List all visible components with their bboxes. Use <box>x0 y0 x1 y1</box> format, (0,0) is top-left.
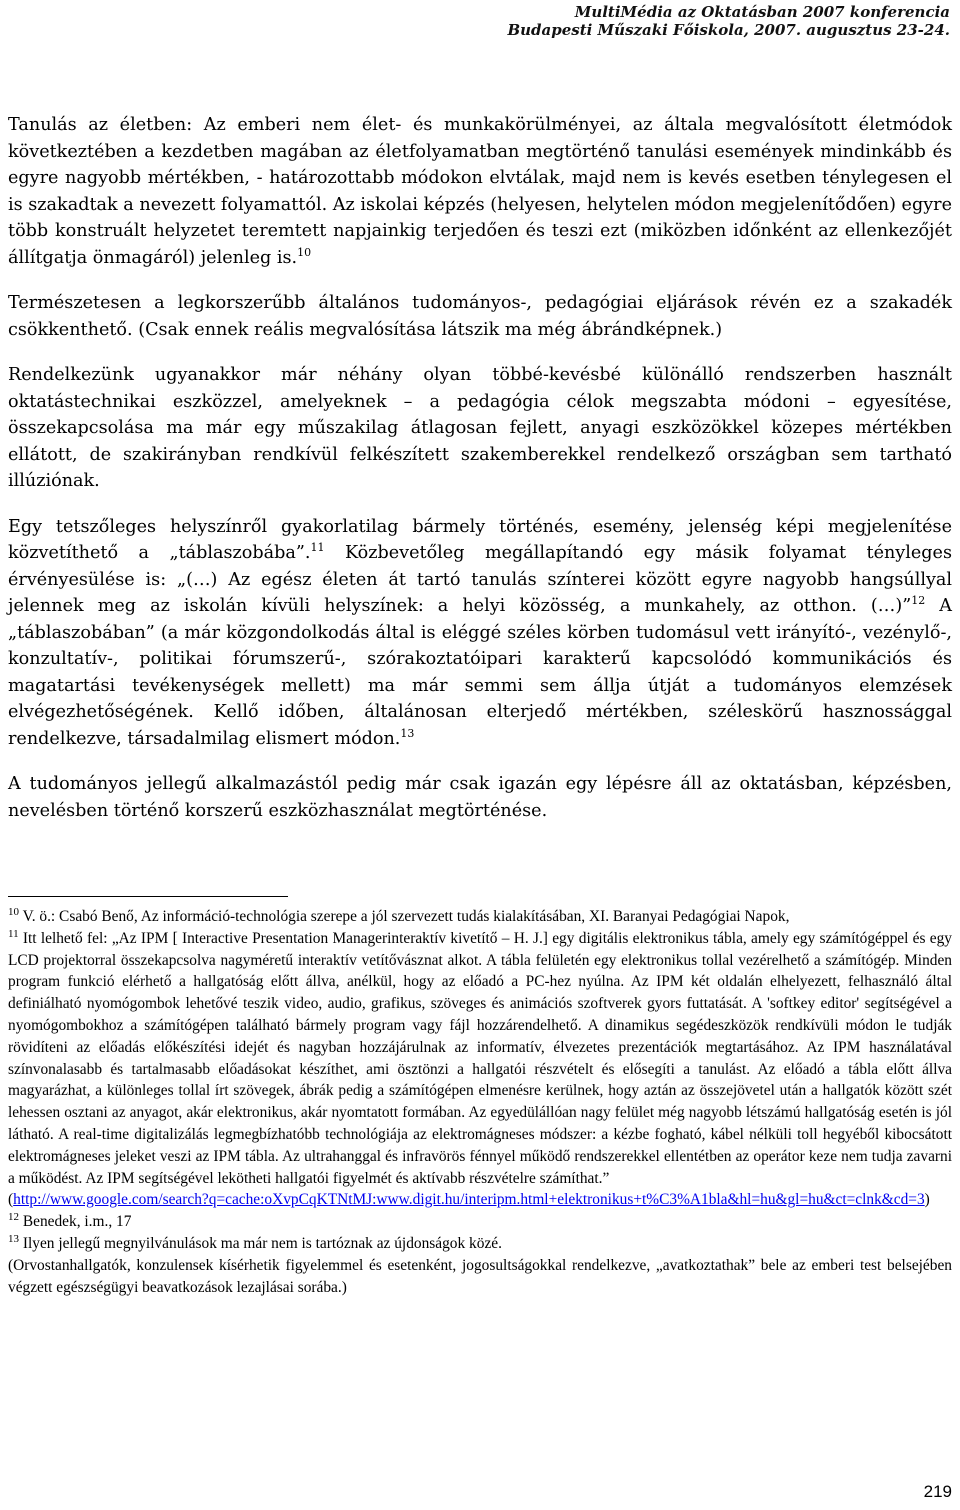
footnote-10-text: V. ö.: Csabó Benő, Az információ-technológia szerepe a jól szervezett tudás kialakításában, XI. Baranyai Pedagógiai Napok, <box>19 908 790 925</box>
paragraph-4-text-b: Közbevetőleg megállapítandó egy másik folyamat tényleges érvényesülése is: „(…) Az egész életen át tartó tanulás színterei között egyre nagyobb hangsúllyal jelennek meg az iskolán kívüli helyszínek: a helyi közösség, a munkahely, az otthon. (…)” <box>8 543 952 616</box>
page-number: 219 <box>923 1482 952 1501</box>
footnote-13-continuation: (Orvostanhallgatók, konzulensek kísérhetik figyelemmel és esetenként, jogosultságokkal rendelkezve, „avatkoztathak” bele az emberi test belsejében végzett egészségügyi beavatkozások lezajlásai sorába.) <box>8 1256 952 1296</box>
footnote-11-link-close: ) <box>924 1191 930 1209</box>
header-conference-title: MultiMédia az Oktatásban 2007 konferencia <box>574 3 950 21</box>
paragraph-1-text: Tanulás az életben: Az emberi nem élet- és munkakörülményei, az általa megvalósított életmódok következtében a kezdetben magában az életfolyamatban megtörténő tanulási események mindinkább és egyre nagyobb mértékben, - határozottabb módokon elvtálak, majd nem is kevés esetben ténylegesen el is szakadtak a nevezett folyamattól. Az iskolai képzés (helyesen, helytelen módon megjelenítődően) egyre több konstruált helyzetet teremtett napjainkig terjedően és teszi ezt (miközben időnként az ellenkezőjét állítgatja önmagáról) jelenleg is. <box>8 115 952 268</box>
footnote-12-text: Benedek, i.m., 17 <box>19 1213 132 1231</box>
footnote-11-number: 11 <box>8 927 19 940</box>
footnote-ref-12[interactable]: 12 <box>911 594 926 608</box>
header-venue-date: Budapesti Műszaki Főiskola, 2007. augusztus 23-24. <box>507 21 950 39</box>
paragraph-4 <box>8 514 952 753</box>
footnote-11 <box>8 928 952 1190</box>
paragraph-4-text-c: A „táblaszobában” (a már közgondolkodás által is eléggé széles körben tudomásul vett irányító-, vezénylő-, konzultatív-, politikai fórumszerű-, szórakoztatóipari karakterű kapcsolódó kommunikációs és magatartási tevékenységek mellett) ma már semmi sem állja útját a tudományos elemzések elvégezhetőségének. Kellő időben, általánosan elterjedő mértékben, széleskörű hasznossággal rendelkezve, társadalmilag elismert módon. <box>8 596 952 749</box>
footnote-ref-11[interactable]: 11 <box>310 541 325 555</box>
footnote-11-text: Itt lelhető fel: „Az IPM [ Interactive Presentation Managerinteraktív kivetítő – H. J.] egy digitális elektronikus tábla, amely egy számítógéppel és egy LCD projektorral összekapcsolva nagyméretű interaktív vetítővásznat alkot. A tábla felületén egy elektronikus tollal vezérelhető a számítógép. Minden program funkció elérhető a hallgatóság előtt állva, anélkül, hogy az előadó a PC-hez nyúlna. Az IPM két oldalán elhelyezett, felhasználó által definiálható nyomógombok lehetővé teszik video, audio, grafikus, szöveges és animációs szoftverek gyors futtatását. A 'softkey editor' segítségével a nyomógombokhoz a számítógépen található bármely program vagy fájl hozzárendelhető. A dinamikus segédeszközök rendkívüli módon le tudják rövidíteni az előadás előkészítési idejét és nagyban hozzájárulnak az informatív, élvezetes prezentációk megtartásához. Az IPM használatával színvonalasabb és tartalmasabb előadásokat készíthet, ami ösztönzi a hallgatói részvételt és elősegíti a tanulást. Az előadó a tábla előtt állva magyarázhat, a különleges tollal írt szövegek, ábrák pedig a számítógépen elmenésre kerülnek, hogy aztán az összejövetel után a hallgatók között szét lehessen osztani az anyagot, akár elektronikus, akár nyomtatott formában. Az egyedülállóan nagy felület még nagyobb létszámú hallgatóság esetén is jól látható. A real-time digitalizálás legmegbízhatóbb technológiája az elektromágneses módszer: a kézbe fogható, kábel nélküli toll hegyéből kibocsátott elektromágneses jeleket veszi az IPM tábla. Az ultrahanggal és infravörös fénnyel működő rendszerekkel ellentétben az operátor keze nem tudja zavarni a működést. Az IPM segítségével lekötheti hallgatói figyelmét és aktívabb részvételre számíthat.” <box>8 929 952 1187</box>
footnote-13-number: 13 <box>8 1232 19 1245</box>
paragraph-2: Természetesen a legkorszerűbb általános tudományos-, pedagógiai eljárások révén ez a szakadék csökkenthető. (Csak ennek reális megvalósítása látszik ma még ábrándképnek.) <box>8 293 952 340</box>
body-text <box>8 112 952 843</box>
paragraph-1 <box>8 112 952 271</box>
footnote-13 <box>8 1233 952 1255</box>
footnote-ref-10[interactable]: 10 <box>297 245 312 259</box>
footnote-11-source <box>8 1189 952 1211</box>
footnote-12-number: 12 <box>8 1211 19 1224</box>
paragraph-3: Rendelkezünk ugyanakkor már néhány olyan többé-kevésbé különálló rendszerben használt oktatástechnikai eszközzel, amelyeknek – a pedagógia célok megszabta módoni – egyesítése, összekapcsolása ma már egy műszakilag átlagosan fejlett, anyagi eszközökkel közepes mértékben ellátott, de szakirányban rendkívül felkészített szakemberekkel rendelkező országban sem tartható illúziónak. <box>8 365 952 491</box>
footnote-10-number: 10 <box>8 905 19 918</box>
footnote-13-text: Ilyen jellegű megnyilvánulások ma már nem is tartóznak az újdonságok közé. <box>19 1234 502 1252</box>
paragraph-5: A tudományos jellegű alkalmazástól pedig már csak igazán egy lépésre áll az oktatásban, képzésben, nevelésben történő korszerű eszközhasználat megtörténése. <box>8 774 952 821</box>
paragraph-4-text-a: Egy tetszőleges helyszínről gyakorlatilag bármely történés, esemény, jelenség képi megjelenítése közvetíthető a „táblaszobába”. <box>8 516 952 563</box>
footnote-10 <box>8 906 952 928</box>
footnote-ref-13[interactable]: 13 <box>400 726 415 740</box>
footnote-11-link[interactable]: http://www.google.com/search?q=cache:oXvpCqKTNtMJ:www.digit.hu/interipm.html+elektronikus+t%C3%A1bla&hl=hu&gl=hu&ct=clnk&cd=3 <box>13 1191 925 1209</box>
footnote-11-link-open: ( <box>8 1191 14 1209</box>
conference-header <box>507 3 950 39</box>
footnote-separator <box>8 896 288 897</box>
footnotes <box>8 906 952 1298</box>
footnote-12 <box>8 1211 952 1233</box>
